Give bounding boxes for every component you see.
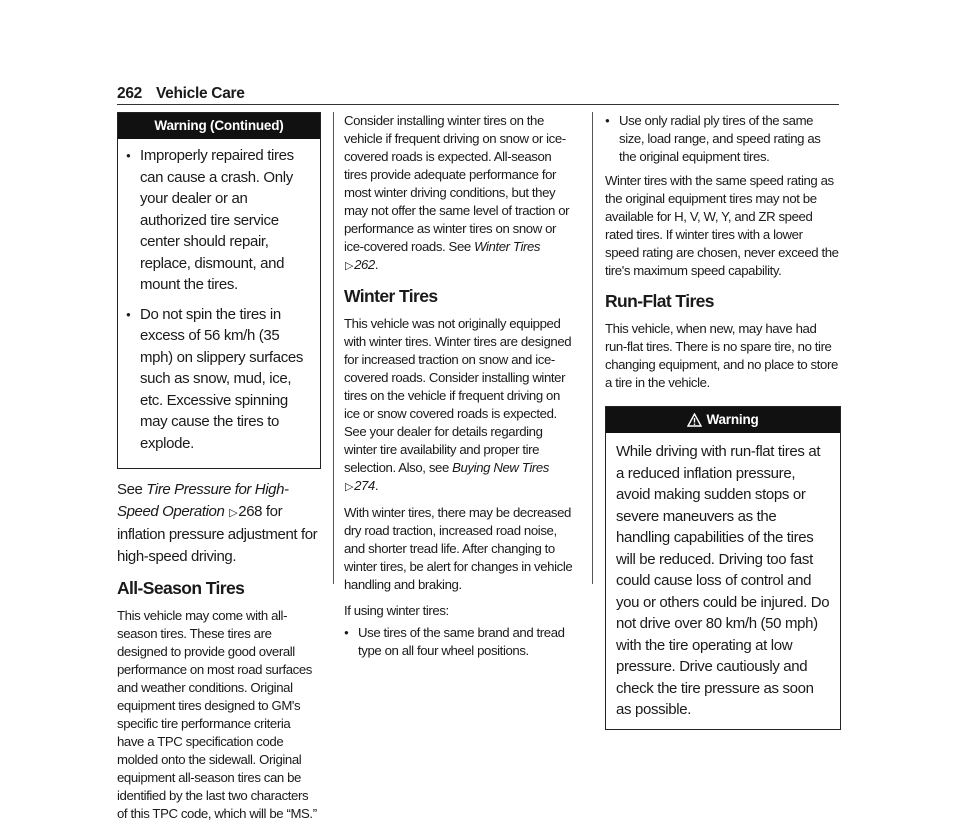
warning-body xyxy=(118,139,320,468)
page-ref[interactable]: 262 xyxy=(354,257,375,272)
page-ref[interactable]: 274 xyxy=(354,478,375,493)
page-arrow-icon: ▷ xyxy=(229,506,238,519)
page-arrow-icon: ▷ xyxy=(345,481,354,493)
page-header xyxy=(117,84,839,105)
list-item: ● Use tires of the same brand and tread type on all four wheel positions. xyxy=(344,624,576,660)
intro-paragraph: Consider installing winter tires on the vehicle if frequent driving on snow or ice-covered roads is expected. All-season tires provide adequate performance for most winter driving conditions, but they may not offer the same level of traction or performance as winter tires on snow or ice-covered roads. See Winter Tires ▷262. xyxy=(344,113,570,272)
runflat-warning-box xyxy=(605,406,841,730)
list-item: ● Use only radial ply tires of the same size, load range, and speed rating as the original equipment tires. xyxy=(605,112,839,166)
cross-reference-link[interactable]: Buying New Tires xyxy=(452,460,549,475)
warning-header: Warning (Continued) xyxy=(118,113,320,139)
section-title: Vehicle Care xyxy=(155,85,245,102)
page-arrow-icon: ▷ xyxy=(345,260,354,272)
warning-body: While driving with run-flat tires at a reduced inflation pressure, avoid making sudden stops or severe maneuvers as the handling capabilities of the tires will be reduced. Driving too fast could cause loss of control and you or others could be injured. Do not drive over 80 km/h (50 mph) with the tire operating at low pressure. Drive cautiously and check the tire pressure as soon as possible. xyxy=(616,443,830,718)
runflat-heading: Run-Flat Tires xyxy=(605,291,714,311)
column-divider xyxy=(333,112,334,584)
warning-header xyxy=(606,407,840,433)
warning-continued-box xyxy=(117,112,321,469)
warning-title: Warning xyxy=(706,412,759,427)
column-1 xyxy=(117,112,319,831)
column-3 xyxy=(605,112,839,730)
warning-item: ● Do not spin the tires in excess of 56 km/h (35 mph) on slippery surfaces such as snow, mud, ice, etc. Excessive spinning may cause the tires to explode. xyxy=(126,304,312,455)
cross-reference-link[interactable]: Tire Pressure for High-Speed Operation xyxy=(117,481,289,520)
winter-heading: Winter Tires xyxy=(344,286,438,306)
cross-reference-link[interactable]: Winter Tires xyxy=(474,239,541,254)
runflat-paragraph: This vehicle, when new, may have had run-flat tires. There is no spare tire, no tire changing equipment, and no place to store a tire in the vehicle. xyxy=(605,321,838,390)
decreased-paragraph: With winter tires, there may be decreased dry road traction, increased road noise, and shorter tread life. After changing to winter tires, be alert for changes in vehicle handling and braking. xyxy=(344,505,573,592)
see-paragraph: See Tire Pressure for High-Speed Operation ▷268 for inflation pressure adjustment for high-speed driving. xyxy=(117,481,318,565)
page-number: 262 xyxy=(117,85,142,102)
speed-paragraph: Winter tires with the same speed rating as the original equipment tires may not be available for H, V, W, Y, and ZR speed rated tires. If winter tires with a lower speed rating are chosen, never exceed the tire's maximum speed capability. xyxy=(605,173,839,278)
page-ref[interactable]: 268 xyxy=(238,502,263,520)
winter-paragraph: This vehicle was not originally equipped with winter tires. Winter tires are designed for increased traction on snow and ice-covered roads. Consider installing winter tires on the vehicle if frequent driving on ice or snow covered roads is expected. See your dealer for details regarding winter tire availability and proper tire selection. Also, see Buying New Tires ▷274. xyxy=(344,316,572,493)
if-using-label: If using winter tires: xyxy=(344,603,449,618)
column-divider xyxy=(592,112,593,584)
allseason-paragraph: This vehicle may come with all-season tires. These tires are designed to provide good overall performance on most road surfaces and weather conditions. Original equipment tires designed to GM's specific tire performance criteria have a TPC specification code molded onto the sidewall. Original equipment all-season tires can be identified by the last two characters of this TPC code, which will be “MS.” xyxy=(117,608,317,821)
column-2 xyxy=(344,112,576,666)
warning-triangle-icon xyxy=(687,413,702,427)
warning-item: ● Improperly repaired tires can cause a crash. Only your dealer or an authorized tire service center should repair, replace, dismount, and mount the tires. xyxy=(126,145,312,296)
allseason-heading: All-Season Tires xyxy=(117,578,245,598)
